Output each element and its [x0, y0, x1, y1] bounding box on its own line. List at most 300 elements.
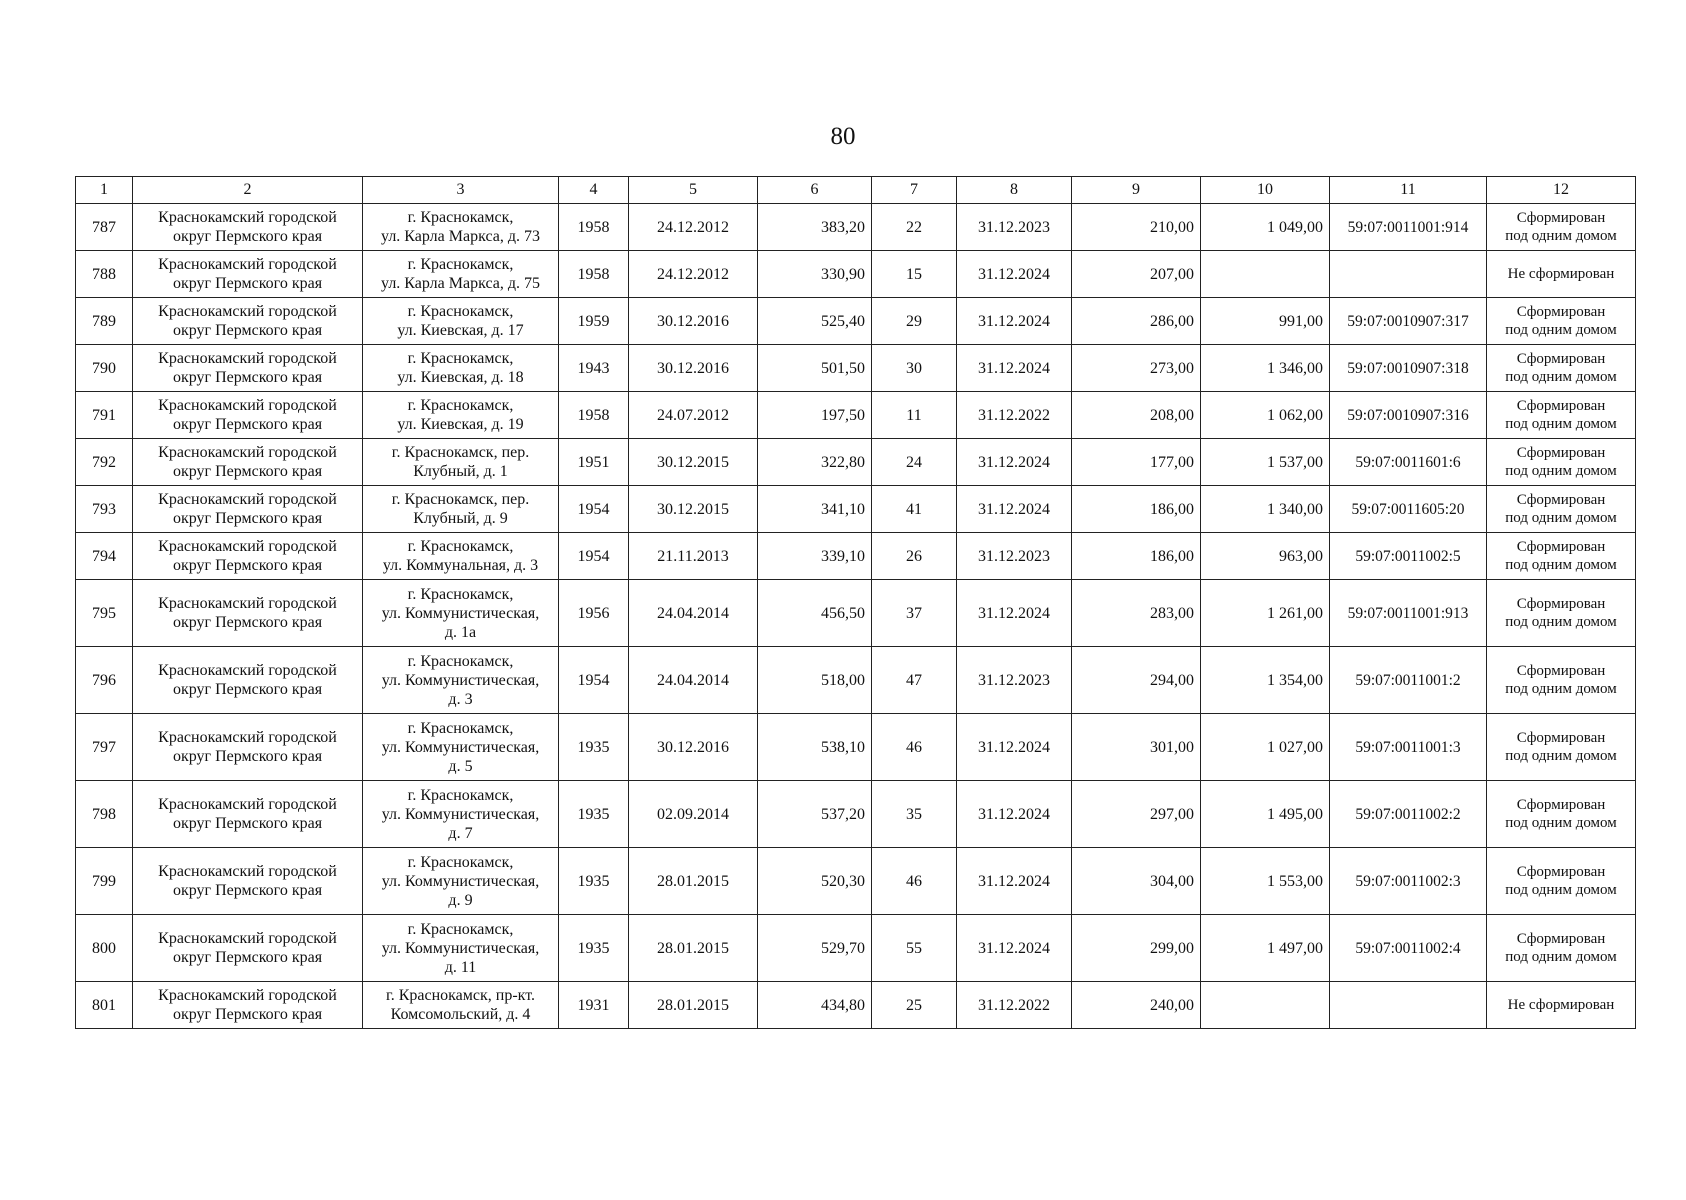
count-cell: 37	[872, 580, 957, 647]
municipality-cell	[133, 533, 363, 580]
count-cell: 46	[872, 848, 957, 915]
status-cell	[1487, 533, 1636, 580]
deadline-cell: 31.12.2023	[957, 533, 1072, 580]
address-cell	[363, 781, 559, 848]
count-cell: 11	[872, 392, 957, 439]
municipality-cell	[133, 848, 363, 915]
municipality-cell	[133, 392, 363, 439]
status-cell	[1487, 714, 1636, 781]
status-cell	[1487, 982, 1636, 1029]
row-number-cell: 796	[76, 647, 133, 714]
year-cell: 1958	[559, 392, 629, 439]
header-row	[76, 177, 1636, 204]
address-cell-line: г. Краснокамск, пр-кт.	[385, 987, 536, 1004]
address-cell-line: г. Краснокамск,	[407, 585, 514, 603]
year-cell: 1958	[559, 251, 629, 298]
municipality-cell-line: Краснокамский городской	[158, 662, 337, 679]
land-area-cell: 1 049,00	[1201, 204, 1330, 251]
status-cell-line: под одним домом	[1505, 557, 1617, 573]
municipality-cell-line: Краснокамский городской	[158, 209, 337, 226]
table-row	[76, 915, 1636, 982]
municipality-cell-line: Краснокамский городской	[158, 256, 337, 273]
column-header-4: 4	[559, 177, 629, 204]
count-cell: 29	[872, 298, 957, 345]
municipality-cell-line: Краснокамский городской	[158, 444, 337, 461]
municipality-cell-line: Краснокамский городской	[158, 595, 337, 612]
status-cell-line: Сформирован	[1516, 596, 1606, 612]
address-cell-line: г. Краснокамск,	[407, 652, 514, 670]
address-cell-line: ул. Коммунальная, д. 3	[382, 557, 539, 574]
count-cell: 22	[872, 204, 957, 251]
row-number-cell: 801	[76, 982, 133, 1029]
municipality-cell	[133, 204, 363, 251]
area-cell: 322,80	[758, 439, 872, 486]
table-row	[76, 714, 1636, 781]
deadline-cell: 31.12.2024	[957, 848, 1072, 915]
area2-cell: 286,00	[1072, 298, 1201, 345]
municipality-cell-line: округ Пермского края	[172, 681, 323, 698]
row-number-cell: 791	[76, 392, 133, 439]
area2-cell: 297,00	[1072, 781, 1201, 848]
municipality-cell-line: Краснокамский городской	[158, 397, 337, 414]
area2-cell: 177,00	[1072, 439, 1201, 486]
status-cell	[1487, 486, 1636, 533]
municipality-cell-line: округ Пермского края	[172, 614, 323, 631]
cadastral-number-cell: 59:07:0011001:914	[1330, 204, 1487, 251]
cadastral-number-cell: 59:07:0010907:317	[1330, 298, 1487, 345]
municipality-cell	[133, 982, 363, 1029]
cadastral-number-cell: 59:07:0011002:3	[1330, 848, 1487, 915]
municipality-cell-line: округ Пермского края	[172, 1006, 323, 1023]
municipality-cell	[133, 580, 363, 647]
row-number-cell: 797	[76, 714, 133, 781]
area-cell: 456,50	[758, 580, 872, 647]
table-row	[76, 392, 1636, 439]
deadline-cell: 31.12.2024	[957, 486, 1072, 533]
status-cell-line: Сформирован	[1516, 730, 1606, 746]
deadline-cell: 31.12.2024	[957, 915, 1072, 982]
cadastral-number-cell	[1330, 251, 1487, 298]
municipality-cell	[133, 298, 363, 345]
area-cell: 339,10	[758, 533, 872, 580]
municipality-cell-line: округ Пермского края	[172, 369, 323, 386]
address-cell-line: ул. Киевская, д. 17	[397, 322, 524, 339]
column-header-2: 2	[133, 177, 363, 204]
status-cell-line: под одним домом	[1505, 882, 1617, 898]
status-cell	[1487, 848, 1636, 915]
table-row	[76, 486, 1636, 533]
address-cell-line: ул. Коммунистическая,	[381, 805, 540, 823]
address-cell-line: ул. Коммунистическая,	[381, 738, 540, 756]
area2-cell: 207,00	[1072, 251, 1201, 298]
cadastral-number-cell	[1330, 982, 1487, 1029]
area2-cell: 208,00	[1072, 392, 1201, 439]
address-cell-line: ул. Коммунистическая,	[381, 939, 540, 957]
year-cell: 1954	[559, 486, 629, 533]
cadastral-number-cell: 59:07:0010907:316	[1330, 392, 1487, 439]
count-cell: 26	[872, 533, 957, 580]
date-cell: 24.07.2012	[629, 392, 758, 439]
table-row	[76, 345, 1636, 392]
status-cell	[1487, 345, 1636, 392]
status-cell-line: Сформирован	[1516, 210, 1606, 226]
status-cell-line: Сформирован	[1516, 539, 1606, 555]
area2-cell: 186,00	[1072, 486, 1201, 533]
municipality-cell-line: округ Пермского края	[172, 322, 323, 339]
area2-cell: 283,00	[1072, 580, 1201, 647]
cadastral-number-cell: 59:07:0011001:2	[1330, 647, 1487, 714]
area2-cell: 210,00	[1072, 204, 1201, 251]
deadline-cell: 31.12.2023	[957, 204, 1072, 251]
row-number-cell: 790	[76, 345, 133, 392]
municipality-cell	[133, 251, 363, 298]
deadline-cell: 31.12.2024	[957, 298, 1072, 345]
address-cell-line: д. 11	[444, 958, 477, 976]
land-area-cell: 1 497,00	[1201, 915, 1330, 982]
municipality-cell	[133, 345, 363, 392]
year-cell: 1931	[559, 982, 629, 1029]
date-cell: 28.01.2015	[629, 915, 758, 982]
address-cell-line: д. 7	[448, 824, 473, 842]
date-cell: 30.12.2015	[629, 439, 758, 486]
cadastral-number-cell: 59:07:0010907:318	[1330, 345, 1487, 392]
address-cell-line: ул. Карла Маркса, д. 75	[381, 275, 540, 292]
address-cell	[363, 345, 559, 392]
status-cell-line: Сформирован	[1516, 351, 1606, 367]
count-cell: 35	[872, 781, 957, 848]
address-cell-line: г. Краснокамск, пер.	[391, 491, 530, 508]
cadastral-number-cell: 59:07:0011601:6	[1330, 439, 1487, 486]
address-cell	[363, 647, 559, 714]
status-cell	[1487, 647, 1636, 714]
column-header-5: 5	[629, 177, 758, 204]
address-cell-line: ул. Коммунистическая,	[381, 604, 540, 622]
land-area-cell: 1 027,00	[1201, 714, 1330, 781]
municipality-cell-line: округ Пермского края	[172, 882, 323, 899]
area-cell: 529,70	[758, 915, 872, 982]
status-cell-line: Сформирован	[1516, 304, 1606, 320]
municipality-cell-line: Краснокамский городской	[158, 729, 337, 746]
municipality-cell-line: округ Пермского края	[172, 748, 323, 765]
year-cell: 1954	[559, 533, 629, 580]
status-cell	[1487, 298, 1636, 345]
status-cell	[1487, 204, 1636, 251]
column-header-8: 8	[957, 177, 1072, 204]
municipality-cell	[133, 714, 363, 781]
address-cell-line: д. 5	[448, 757, 473, 775]
date-cell: 28.01.2015	[629, 982, 758, 1029]
address-cell	[363, 848, 559, 915]
status-cell	[1487, 781, 1636, 848]
land-area-cell: 1 062,00	[1201, 392, 1330, 439]
municipality-cell	[133, 486, 363, 533]
address-cell	[363, 533, 559, 580]
status-cell-line: Сформирован	[1516, 663, 1606, 679]
area-cell: 197,50	[758, 392, 872, 439]
table-row	[76, 580, 1636, 647]
cadastral-number-cell: 59:07:0011001:913	[1330, 580, 1487, 647]
address-cell-line: г. Краснокамск,	[407, 209, 514, 226]
address-cell-line: г. Краснокамск,	[407, 920, 514, 938]
address-cell-line: д. 9	[448, 891, 473, 909]
area2-cell: 304,00	[1072, 848, 1201, 915]
municipality-cell-line: округ Пермского края	[172, 557, 323, 574]
column-header-11: 11	[1330, 177, 1487, 204]
count-cell: 24	[872, 439, 957, 486]
address-cell-line: ул. Киевская, д. 19	[397, 416, 524, 433]
address-cell-line: Клубный, д. 1	[413, 463, 508, 480]
address-cell	[363, 714, 559, 781]
status-cell	[1487, 439, 1636, 486]
address-cell-line: г. Краснокамск,	[407, 303, 514, 320]
cadastral-number-cell: 59:07:0011002:4	[1330, 915, 1487, 982]
deadline-cell: 31.12.2024	[957, 251, 1072, 298]
area2-cell: 273,00	[1072, 345, 1201, 392]
row-number-cell: 794	[76, 533, 133, 580]
area-cell: 501,50	[758, 345, 872, 392]
registry-table	[75, 176, 1636, 1029]
date-cell: 24.12.2012	[629, 251, 758, 298]
status-cell-line: Сформирован	[1516, 931, 1606, 947]
date-cell: 24.12.2012	[629, 204, 758, 251]
municipality-cell-line: Краснокамский городской	[158, 987, 337, 1004]
table-row	[76, 204, 1636, 251]
status-cell-line: под одним домом	[1505, 748, 1617, 764]
address-cell-line: д. 3	[448, 690, 473, 708]
table-row	[76, 533, 1636, 580]
land-area-cell	[1201, 982, 1330, 1029]
status-cell-line: Сформирован	[1516, 864, 1606, 880]
deadline-cell: 31.12.2024	[957, 580, 1072, 647]
date-cell: 28.01.2015	[629, 848, 758, 915]
count-cell: 41	[872, 486, 957, 533]
address-cell-line: г. Краснокамск, пер.	[391, 444, 530, 461]
address-cell-line: г. Краснокамск,	[407, 350, 514, 367]
address-cell	[363, 486, 559, 533]
row-number-cell: 793	[76, 486, 133, 533]
table-row	[76, 848, 1636, 915]
year-cell: 1935	[559, 848, 629, 915]
area2-cell: 240,00	[1072, 982, 1201, 1029]
table-row	[76, 251, 1636, 298]
date-cell: 30.12.2016	[629, 298, 758, 345]
date-cell: 30.12.2016	[629, 714, 758, 781]
status-cell-line: под одним домом	[1505, 614, 1617, 630]
column-header-10: 10	[1201, 177, 1330, 204]
count-cell: 30	[872, 345, 957, 392]
area2-cell: 294,00	[1072, 647, 1201, 714]
municipality-cell-line: Краснокамский городской	[158, 303, 337, 320]
column-header-6: 6	[758, 177, 872, 204]
land-area-cell: 1 346,00	[1201, 345, 1330, 392]
municipality-cell	[133, 439, 363, 486]
status-cell-line: под одним домом	[1505, 949, 1617, 965]
row-number-cell: 800	[76, 915, 133, 982]
table-header	[76, 177, 1636, 204]
address-cell-line: ул. Киевская, д. 18	[397, 369, 524, 386]
address-cell	[363, 392, 559, 439]
municipality-cell-line: Краснокамский городской	[158, 863, 337, 880]
status-cell-line: Не сформирован	[1507, 997, 1615, 1013]
row-number-cell: 787	[76, 204, 133, 251]
area-cell: 520,30	[758, 848, 872, 915]
address-cell	[363, 204, 559, 251]
address-cell-line: ул. Коммунистическая,	[381, 671, 540, 689]
address-cell	[363, 251, 559, 298]
year-cell: 1958	[559, 204, 629, 251]
address-cell-line: г. Краснокамск,	[407, 397, 514, 414]
column-header-7: 7	[872, 177, 957, 204]
status-cell	[1487, 915, 1636, 982]
status-cell-line: под одним домом	[1505, 681, 1617, 697]
year-cell: 1954	[559, 647, 629, 714]
address-cell	[363, 580, 559, 647]
count-cell: 25	[872, 982, 957, 1029]
area-cell: 538,10	[758, 714, 872, 781]
table-row	[76, 781, 1636, 848]
count-cell: 47	[872, 647, 957, 714]
deadline-cell: 31.12.2024	[957, 714, 1072, 781]
area-cell: 537,20	[758, 781, 872, 848]
land-area-cell: 1 340,00	[1201, 486, 1330, 533]
land-area-cell: 1 354,00	[1201, 647, 1330, 714]
address-cell-line: д. 1а	[444, 623, 477, 641]
row-number-cell: 792	[76, 439, 133, 486]
municipality-cell	[133, 781, 363, 848]
status-cell-line: Сформирован	[1516, 398, 1606, 414]
land-area-cell: 1 537,00	[1201, 439, 1330, 486]
area2-cell: 301,00	[1072, 714, 1201, 781]
table-row	[76, 647, 1636, 714]
municipality-cell-line: Краснокамский городской	[158, 350, 337, 367]
land-area-cell	[1201, 251, 1330, 298]
cadastral-number-cell: 59:07:0011002:2	[1330, 781, 1487, 848]
year-cell: 1943	[559, 345, 629, 392]
municipality-cell-line: округ Пермского края	[172, 463, 323, 480]
municipality-cell	[133, 915, 363, 982]
area-cell: 518,00	[758, 647, 872, 714]
deadline-cell: 31.12.2022	[957, 982, 1072, 1029]
year-cell: 1956	[559, 580, 629, 647]
land-area-cell: 1 261,00	[1201, 580, 1330, 647]
deadline-cell: 31.12.2022	[957, 392, 1072, 439]
status-cell-line: под одним домом	[1505, 510, 1617, 526]
deadline-cell: 31.12.2023	[957, 647, 1072, 714]
status-cell	[1487, 392, 1636, 439]
year-cell: 1951	[559, 439, 629, 486]
address-cell-line: Комсомольский, д. 4	[390, 1006, 531, 1023]
address-cell	[363, 298, 559, 345]
land-area-cell: 1 553,00	[1201, 848, 1330, 915]
status-cell-line: под одним домом	[1505, 369, 1617, 385]
status-cell-line: под одним домом	[1505, 463, 1617, 479]
year-cell: 1935	[559, 915, 629, 982]
cadastral-number-cell: 59:07:0011605:20	[1330, 486, 1487, 533]
address-cell-line: г. Краснокамск,	[407, 786, 514, 804]
status-cell-line: под одним домом	[1505, 416, 1617, 432]
municipality-cell-line: округ Пермского края	[172, 815, 323, 832]
deadline-cell: 31.12.2024	[957, 439, 1072, 486]
date-cell: 02.09.2014	[629, 781, 758, 848]
status-cell-line: под одним домом	[1505, 322, 1617, 338]
column-header-1: 1	[76, 177, 133, 204]
deadline-cell: 31.12.2024	[957, 781, 1072, 848]
status-cell-line: под одним домом	[1505, 815, 1617, 831]
municipality-cell-line: Краснокамский городской	[158, 538, 337, 555]
address-cell	[363, 982, 559, 1029]
date-cell: 21.11.2013	[629, 533, 758, 580]
area-cell: 341,10	[758, 486, 872, 533]
address-cell-line: г. Краснокамск,	[407, 538, 514, 555]
row-number-cell: 795	[76, 580, 133, 647]
address-cell-line: г. Краснокамск,	[407, 256, 514, 273]
column-header-12: 12	[1487, 177, 1636, 204]
table-row	[76, 439, 1636, 486]
municipality-cell-line: Краснокамский городской	[158, 796, 337, 813]
date-cell: 30.12.2016	[629, 345, 758, 392]
page-number: 80	[830, 123, 856, 150]
status-cell-line: Сформирован	[1516, 797, 1606, 813]
year-cell: 1935	[559, 714, 629, 781]
municipality-cell-line: округ Пермского края	[172, 275, 323, 292]
row-number-cell: 789	[76, 298, 133, 345]
row-number-cell: 799	[76, 848, 133, 915]
address-cell-line: г. Краснокамск,	[407, 719, 514, 737]
area-cell: 383,20	[758, 204, 872, 251]
area2-cell: 299,00	[1072, 915, 1201, 982]
table-row	[76, 298, 1636, 345]
municipality-cell-line: округ Пермского края	[172, 510, 323, 527]
address-cell	[363, 439, 559, 486]
land-area-cell: 991,00	[1201, 298, 1330, 345]
status-cell	[1487, 580, 1636, 647]
column-header-3: 3	[363, 177, 559, 204]
municipality-cell-line: округ Пермского края	[172, 416, 323, 433]
land-area-cell: 963,00	[1201, 533, 1330, 580]
area-cell: 330,90	[758, 251, 872, 298]
status-cell-line: Сформирован	[1516, 445, 1606, 461]
status-cell-line: под одним домом	[1505, 228, 1617, 244]
address-cell-line: ул. Коммунистическая,	[381, 872, 540, 890]
area2-cell: 186,00	[1072, 533, 1201, 580]
municipality-cell-line: Краснокамский городской	[158, 491, 337, 508]
row-number-cell: 798	[76, 781, 133, 848]
year-cell: 1959	[559, 298, 629, 345]
address-cell-line: Клубный, д. 9	[413, 510, 508, 527]
status-cell-line: Не сформирован	[1507, 266, 1615, 282]
date-cell: 30.12.2015	[629, 486, 758, 533]
municipality-cell	[133, 647, 363, 714]
address-cell-line: г. Краснокамск,	[407, 853, 514, 871]
cadastral-number-cell: 59:07:0011001:3	[1330, 714, 1487, 781]
count-cell: 15	[872, 251, 957, 298]
address-cell	[363, 915, 559, 982]
municipality-cell-line: Краснокамский городской	[158, 930, 337, 947]
deadline-cell: 31.12.2024	[957, 345, 1072, 392]
status-cell	[1487, 251, 1636, 298]
year-cell: 1935	[559, 781, 629, 848]
column-header-9: 9	[1072, 177, 1201, 204]
area-cell: 434,80	[758, 982, 872, 1029]
area-cell: 525,40	[758, 298, 872, 345]
cadastral-number-cell: 59:07:0011002:5	[1330, 533, 1487, 580]
date-cell: 24.04.2014	[629, 647, 758, 714]
count-cell: 55	[872, 915, 957, 982]
table-body	[76, 204, 1636, 1029]
status-cell-line: Сформирован	[1516, 492, 1606, 508]
date-cell: 24.04.2014	[629, 580, 758, 647]
municipality-cell-line: округ Пермского края	[172, 228, 323, 245]
